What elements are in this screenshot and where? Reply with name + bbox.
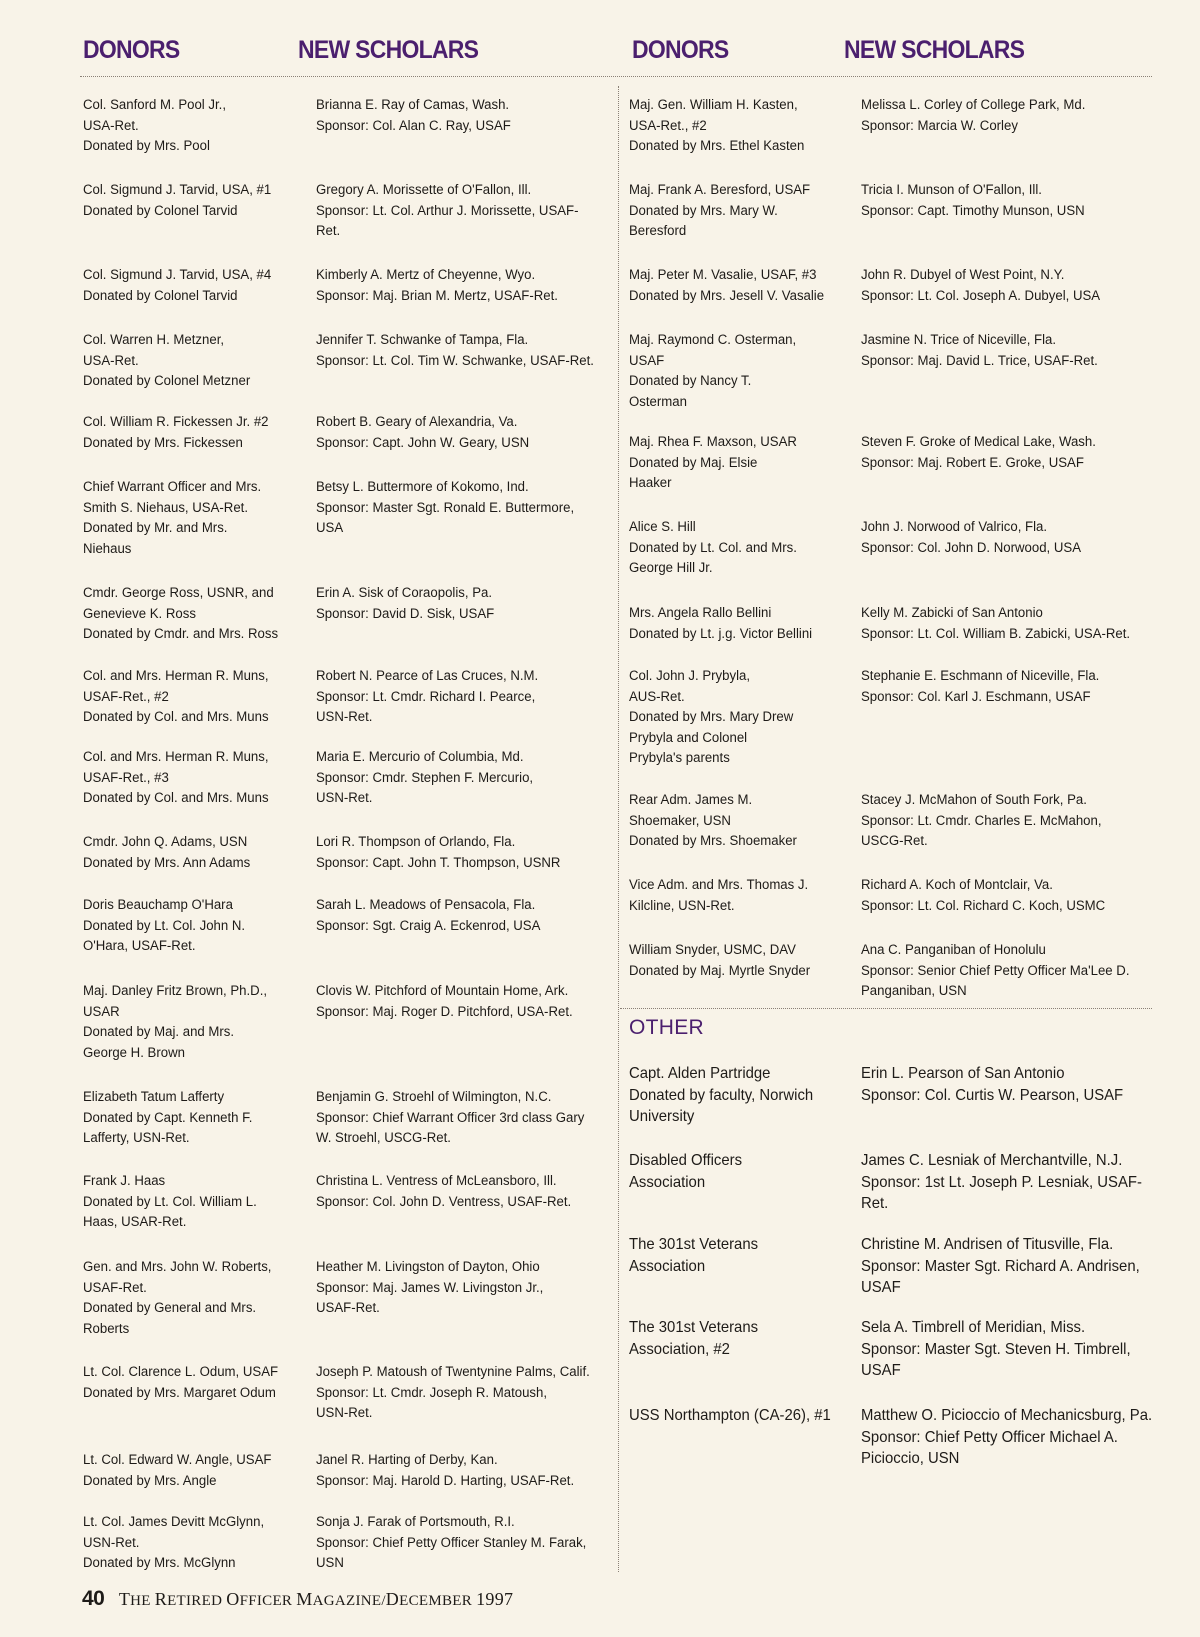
entry-line: Donated by Mrs. Margaret Odum bbox=[83, 1384, 276, 1401]
other-divider bbox=[620, 1008, 1152, 1009]
header-right-donors: DONORS bbox=[632, 36, 729, 64]
entry-line: Heather M. Livingston of Dayton, Ohio bbox=[316, 1259, 540, 1275]
entry-line: Donated by Col. and Mrs. Muns bbox=[83, 790, 269, 806]
donor-entry bbox=[629, 603, 812, 644]
entry-line: USAF bbox=[861, 1362, 901, 1379]
entry-line: Betsy L. Buttermore of Kokomo, Ind. bbox=[316, 479, 529, 495]
entry-line: Donated by Mrs. Ethel Kasten bbox=[629, 138, 805, 154]
entry-line: Sponsor: Lt. Col. Joseph A. Dubyel, USA bbox=[861, 287, 1101, 304]
entry-line: Col. William R. Fickessen Jr. #2 bbox=[83, 414, 269, 430]
entry-line: Maria E. Mercurio of Columbia, Md. bbox=[316, 749, 524, 765]
entry-line: Kimberly A. Mertz of Cheyenne, Wyo. bbox=[316, 267, 536, 283]
scholar-entry bbox=[861, 603, 1130, 644]
entry-line: Sponsor: Lt. Cmdr. Charles E. McMahon, bbox=[861, 812, 1102, 829]
pub-retired: ETIRED bbox=[167, 1593, 227, 1609]
entry-line: Matthew O. Picioccio of Mechanicsburg, Pa. bbox=[861, 1407, 1153, 1424]
entry-line: Donated by Mrs. Mary Drew bbox=[629, 709, 794, 725]
entry-line: Sponsor: Chief Petty Officer Stanley M. Farak, bbox=[316, 1534, 587, 1551]
entry-line: Donated by Maj. Myrtle Snyder bbox=[629, 962, 811, 979]
pub-m: M bbox=[296, 1589, 313, 1609]
entry-line: John R. Dubyel of West Point, N.Y. bbox=[861, 267, 1065, 283]
entry-line: Lafferty, USN-Ret. bbox=[83, 1130, 190, 1146]
donor-entry bbox=[83, 1257, 271, 1339]
entry-line: Sponsor: Col. Curtis W. Pearson, USAF bbox=[861, 1086, 1124, 1104]
entry-line: Donated by Mr. and Mrs. bbox=[83, 520, 228, 536]
entry-line: Sponsor: Master Sgt. Richard A. Andrisen, bbox=[861, 1257, 1140, 1275]
entry-line: Sponsor: Senior Chief Petty Officer Ma'Lee D. bbox=[861, 962, 1130, 979]
entry-line: Donated by Mrs. Ann Adams bbox=[83, 854, 251, 871]
entry-line: Melissa L. Corley of College Park, Md. bbox=[861, 97, 1086, 113]
entry-line: Ret. bbox=[316, 223, 341, 239]
pub-year: 1997 bbox=[476, 1589, 514, 1609]
donor-entry bbox=[629, 432, 797, 494]
other-donor-entry bbox=[629, 1063, 813, 1128]
publication-line bbox=[118, 1589, 514, 1609]
entry-line: Sponsor: Col. Karl J. Eschmann, USAF bbox=[861, 688, 1091, 705]
entry-line: Sarah L. Meadows of Pensacola, Fla. bbox=[316, 897, 536, 913]
other-scholar-entry bbox=[861, 1150, 1142, 1215]
entry-line: George Hill Jr. bbox=[629, 560, 713, 576]
donor-entry bbox=[83, 477, 261, 559]
entry-line: Robert B. Geary of Alexandria, Va. bbox=[316, 414, 518, 430]
entry-line: Steven F. Groke of Medical Lake, Wash. bbox=[861, 434, 1096, 450]
entry-line: Prybyla and Colonel bbox=[629, 729, 748, 746]
scholar-entry bbox=[316, 583, 494, 624]
scholar-entry bbox=[861, 875, 1105, 916]
donor-entry bbox=[83, 1087, 252, 1149]
pub-december: ECEMBER bbox=[399, 1593, 477, 1609]
pub-magazine: AGAZINE/ bbox=[312, 1593, 386, 1609]
column-divider bbox=[618, 86, 619, 1572]
scholar-entry bbox=[316, 477, 574, 539]
entry-line: Beresford bbox=[629, 223, 687, 239]
entry-line: Stephanie E. Eschmann of Niceville, Fla. bbox=[861, 668, 1100, 684]
entry-line: Col. Sanford M. Pool Jr., bbox=[83, 97, 227, 113]
entry-line: USS Northampton (CA-26), #1 bbox=[629, 1407, 831, 1424]
entry-line: Donated by Colonel Tarvid bbox=[83, 287, 238, 304]
entry-line: Donated by Mrs. Jesell V. Vasalie bbox=[629, 287, 825, 304]
scholar-entry bbox=[861, 790, 1102, 852]
entry-line: Sponsor: Col. John D. Ventress, USAF-Ret. bbox=[316, 1193, 572, 1210]
entry-line: Kelly M. Zabicki of San Antonio bbox=[861, 605, 1043, 621]
entry-line: Ret. bbox=[861, 1195, 889, 1212]
donor-entry bbox=[83, 1512, 264, 1574]
entry-line: Sponsor: Marcia W. Corley bbox=[861, 117, 1018, 134]
entry-line: Doris Beauchamp O'Hara bbox=[83, 897, 233, 913]
entry-line: Sponsor: Maj. David L. Trice, USAF-Ret. bbox=[861, 352, 1098, 369]
entry-line: Donated by Lt. Col. William L. bbox=[83, 1193, 257, 1210]
entry-line: Ana C. Panganiban of Honolulu bbox=[861, 942, 1046, 958]
entry-line: W. Stroehl, USCG-Ret. bbox=[316, 1130, 451, 1146]
entry-line: University bbox=[629, 1108, 695, 1125]
entry-line: Capt. Alden Partridge bbox=[629, 1065, 771, 1082]
entry-line: Lori R. Thompson of Orlando, Fla. bbox=[316, 834, 516, 850]
scholar-entry bbox=[316, 1450, 574, 1491]
entry-line: Sponsor: Maj. Harold D. Harting, USAF-Ret. bbox=[316, 1472, 575, 1489]
other-scholar-entry bbox=[861, 1063, 1123, 1106]
entry-line: USA-Ret., #2 bbox=[629, 117, 707, 134]
entry-line: USAF bbox=[861, 1279, 901, 1296]
entry-line: Col. and Mrs. Herman R. Muns, bbox=[83, 749, 269, 765]
entry-line: Donated by Mrs. McGlynn bbox=[83, 1555, 236, 1571]
entry-line: Frank J. Haas bbox=[83, 1173, 166, 1189]
entry-line: Donated by General and Mrs. bbox=[83, 1300, 257, 1316]
entry-line: Sponsor: Maj. James W. Livingston Jr., bbox=[316, 1279, 544, 1296]
scholar-entry bbox=[316, 265, 558, 306]
entry-line: Rear Adm. James M. bbox=[629, 792, 753, 808]
entry-line: Sponsor: David D. Sisk, USAF bbox=[316, 605, 495, 622]
donor-entry bbox=[83, 895, 245, 957]
scholar-entry bbox=[861, 517, 1081, 558]
donor-entry bbox=[83, 180, 271, 221]
entry-line: Tricia I. Munson of O'Fallon, Ill. bbox=[861, 182, 1042, 198]
entry-line: Maj. Danley Fritz Brown, Ph.D., bbox=[83, 983, 268, 999]
entry-line: Benjamin G. Stroehl of Wilmington, N.C. bbox=[316, 1089, 552, 1105]
entry-line: Christine M. Andrisen of Titusville, Fla. bbox=[861, 1236, 1114, 1253]
entry-line: Sela A. Timbrell of Meridian, Miss. bbox=[861, 1319, 1086, 1336]
donor-entry bbox=[83, 265, 271, 306]
entry-line: Alice S. Hill bbox=[629, 519, 696, 535]
other-scholar-entry bbox=[861, 1405, 1152, 1470]
entry-line: Niehaus bbox=[83, 540, 132, 557]
entry-line: Gen. and Mrs. John W. Roberts, bbox=[83, 1259, 272, 1275]
entry-line: John J. Norwood of Valrico, Fla. bbox=[861, 519, 1048, 535]
entry-line: Sponsor: Lt. Col. Richard C. Koch, USMC bbox=[861, 897, 1106, 914]
entry-line: James C. Lesniak of Merchantville, N.J. bbox=[861, 1152, 1123, 1169]
entry-line: Sponsor: Sgt. Craig A. Eckenrod, USA bbox=[316, 917, 541, 934]
entry-line: USAF-Ret., #2 bbox=[83, 688, 169, 705]
entry-line: Genevieve K. Ross bbox=[83, 605, 196, 622]
entry-line: Sponsor: Capt. Timothy Munson, USN bbox=[861, 202, 1085, 219]
donor-entry bbox=[629, 265, 824, 306]
entry-line: Brianna E. Ray of Camas, Wash. bbox=[316, 97, 510, 113]
entry-line: Vice Adm. and Mrs. Thomas J. bbox=[629, 877, 809, 893]
entry-line: Sponsor: Lt. Col. Tim W. Schwanke, USAF-Ret. bbox=[316, 352, 594, 369]
donor-entry bbox=[83, 412, 269, 453]
entry-line: Lt. Col. Clarence L. Odum, USAF bbox=[83, 1364, 279, 1380]
entry-line: Sponsor: Lt. Cmdr. Joseph R. Matoush, bbox=[316, 1384, 548, 1401]
entry-line: Sponsor: Lt. Col. William B. Zabicki, USA-Ret. bbox=[861, 625, 1131, 642]
entry-line: Donated by Cmdr. and Mrs. Ross bbox=[83, 626, 279, 642]
entry-line: Donated by faculty, Norwich bbox=[629, 1086, 814, 1104]
entry-line: Sonja J. Farak of Portsmouth, R.I. bbox=[316, 1514, 515, 1530]
donor-entry bbox=[83, 832, 250, 873]
header-left-donors: DONORS bbox=[83, 36, 180, 64]
scholar-entry bbox=[316, 330, 594, 371]
entry-line: Donated by Mrs. Pool bbox=[83, 138, 210, 154]
entry-line: USAF-Ret. bbox=[316, 1300, 380, 1316]
entry-line: Donated by Lt. Col. John N. bbox=[83, 917, 246, 934]
scholar-entry bbox=[316, 666, 538, 728]
entry-line: Donated by Capt. Kenneth F. bbox=[83, 1109, 253, 1126]
entry-line: Sponsor: Master Sgt. Steven H. Timbrell, bbox=[861, 1340, 1131, 1358]
other-donor-entry bbox=[629, 1317, 758, 1360]
scholar-entry bbox=[861, 330, 1098, 371]
entry-line: USN-Ret. bbox=[316, 790, 373, 806]
entry-line: Janel R. Harting of Derby, Kan. bbox=[316, 1452, 498, 1468]
entry-line: Sponsor: Maj. Roger D. Pitchford, USA-Ret. bbox=[316, 1003, 573, 1020]
pub-the: HE bbox=[130, 1593, 155, 1609]
scholar-entry bbox=[316, 180, 579, 242]
entry-line: Donated by Maj. Elsie bbox=[629, 454, 758, 471]
scholar-entry bbox=[861, 180, 1085, 221]
scholar-entry bbox=[316, 981, 573, 1022]
entry-line: Mrs. Angela Rallo Bellini bbox=[629, 605, 772, 621]
entry-line: O'Hara, USAF-Ret. bbox=[83, 938, 196, 954]
donor-entry bbox=[629, 875, 808, 916]
entry-line: USAF-Ret. bbox=[83, 1279, 147, 1296]
entry-line: USAF bbox=[629, 352, 665, 369]
entry-line: Erin L. Pearson of San Antonio bbox=[861, 1065, 1065, 1082]
entry-line: Donated by Col. and Mrs. Muns bbox=[83, 709, 269, 725]
entry-line: AUS-Ret. bbox=[629, 688, 685, 705]
entry-line: Col. Sigmund J. Tarvid, USA, #1 bbox=[83, 182, 272, 198]
entry-line: The 301st Veterans bbox=[629, 1319, 759, 1336]
entry-line: Association bbox=[629, 1173, 706, 1191]
entry-line: Donated by Nancy T. bbox=[629, 373, 752, 389]
entry-line: Maj. Peter M. Vasalie, USAF, #3 bbox=[629, 267, 817, 283]
donor-entry bbox=[629, 517, 797, 579]
scholar-entry bbox=[316, 832, 560, 873]
other-scholar-entry bbox=[861, 1234, 1140, 1299]
entry-line: Christina L. Ventress of McLeansboro, Ill. bbox=[316, 1173, 557, 1189]
header-other: OTHER bbox=[629, 1016, 704, 1039]
entry-line: USAF-Ret., #3 bbox=[83, 769, 169, 786]
entry-line: Clovis W. Pitchford of Mountain Home, Ark. bbox=[316, 983, 569, 999]
pub-d: D bbox=[385, 1589, 400, 1609]
scholar-entry bbox=[316, 412, 529, 453]
entry-line: Chief Warrant Officer and Mrs. bbox=[83, 479, 262, 495]
entry-line: Maj. Gen. William H. Kasten, bbox=[629, 97, 798, 113]
entry-line: Sponsor: Capt. John W. Geary, USN bbox=[316, 434, 530, 451]
entry-line: Elizabeth Tatum Lafferty bbox=[83, 1089, 225, 1105]
page-number: 40 bbox=[82, 1587, 105, 1610]
entry-line: Roberts bbox=[83, 1320, 130, 1337]
entry-line: Sponsor: Lt. Col. Arthur J. Morissette, USAF- bbox=[316, 202, 579, 219]
entry-line: Association, #2 bbox=[629, 1340, 730, 1358]
entry-line: Jennifer T. Schwanke of Tampa, Fla. bbox=[316, 332, 529, 348]
entry-line: Sponsor: Col. Alan C. Ray, USAF bbox=[316, 117, 511, 134]
entry-line: Donated by Lt. j.g. Victor Bellini bbox=[629, 625, 813, 642]
entry-line: Sponsor: Cmdr. Stephen F. Mercurio, bbox=[316, 769, 534, 786]
entry-line: Prybyla's parents bbox=[629, 750, 730, 766]
entry-line: USN-Ret. bbox=[316, 1405, 373, 1421]
entry-line: Sponsor: 1st Lt. Joseph P. Lesniak, USAF- bbox=[861, 1173, 1142, 1191]
donor-entry bbox=[83, 583, 278, 645]
donor-entry bbox=[629, 95, 804, 157]
scholar-entry bbox=[316, 1362, 590, 1424]
scholar-entry bbox=[316, 1257, 543, 1319]
scholar-entry bbox=[316, 1512, 586, 1574]
entry-line: Col. John J. Prybyla, bbox=[629, 668, 751, 684]
entry-line: Lt. Col. James Devitt McGlynn, bbox=[83, 1514, 265, 1530]
entry-line: George H. Brown bbox=[83, 1044, 185, 1061]
entry-line: Shoemaker, USN bbox=[629, 812, 731, 829]
entry-line: Lt. Col. Edward W. Angle, USAF bbox=[83, 1452, 272, 1468]
entry-line: Maj. Rhea F. Maxson, USAR bbox=[629, 434, 797, 450]
entry-line: USN-Ret. bbox=[316, 709, 373, 725]
entry-line: USN bbox=[316, 1555, 344, 1571]
entry-line: Disabled Officers bbox=[629, 1152, 743, 1169]
entry-line: USAR bbox=[83, 1003, 120, 1020]
entry-line: USA-Ret. bbox=[83, 352, 139, 369]
entry-line: Col. Warren H. Metzner, bbox=[83, 332, 225, 348]
entry-line: William Snyder, USMC, DAV bbox=[629, 942, 796, 958]
scholar-entry bbox=[316, 895, 540, 936]
scholar-entry bbox=[861, 265, 1100, 306]
entry-line: Sponsor: Chief Petty Officer Michael A. bbox=[861, 1428, 1118, 1446]
pub-o: O bbox=[226, 1589, 240, 1609]
scholar-entry bbox=[861, 432, 1096, 473]
header-right-new-scholars: NEW SCHOLARS bbox=[844, 36, 1025, 64]
entry-line: Cmdr. John Q. Adams, USN bbox=[83, 834, 248, 850]
entry-line: USCG-Ret. bbox=[861, 833, 928, 849]
scholar-entry bbox=[316, 95, 511, 136]
entry-line: Osterman bbox=[629, 393, 687, 410]
donor-entry bbox=[629, 180, 810, 242]
donor-entry bbox=[629, 330, 796, 412]
other-donor-entry bbox=[629, 1150, 742, 1193]
entry-line: Sponsor: Lt. Cmdr. Richard I. Pearce, bbox=[316, 688, 536, 705]
header-divider bbox=[80, 76, 1152, 77]
entry-line: Donated by Colonel Tarvid bbox=[83, 202, 238, 219]
entry-line: Haaker bbox=[629, 475, 672, 491]
pub-r: R bbox=[154, 1589, 168, 1609]
entry-line: Donated by Lt. Col. and Mrs. bbox=[629, 539, 797, 556]
donor-entry bbox=[83, 95, 226, 157]
scholar-entry bbox=[316, 1171, 571, 1212]
entry-line: USN-Ret. bbox=[83, 1534, 140, 1551]
donor-entry bbox=[83, 981, 267, 1063]
scholar-entry bbox=[861, 666, 1099, 707]
entry-line: Stacey J. McMahon of South Fork, Pa. bbox=[861, 792, 1087, 808]
entry-line: Donated by Colonel Metzner bbox=[83, 373, 251, 389]
entry-line: Sponsor: Col. John D. Norwood, USA bbox=[861, 539, 1082, 556]
header-left-new-scholars: NEW SCHOLARS bbox=[298, 36, 479, 64]
entry-line: Donated by Mrs. Shoemaker bbox=[629, 833, 797, 849]
entry-line: Cmdr. George Ross, USNR, and bbox=[83, 585, 274, 601]
scholar-entry bbox=[861, 95, 1085, 136]
entry-line: Sponsor: Master Sgt. Ronald E. Buttermore, bbox=[316, 499, 575, 516]
other-donor-entry bbox=[629, 1405, 831, 1427]
entry-line: Panganiban, USN bbox=[861, 983, 967, 999]
entry-line: Donated by Mrs. Mary W. bbox=[629, 202, 778, 219]
entry-line: Sponsor: Chief Warrant Officer 3rd class Gary bbox=[316, 1109, 585, 1126]
entry-line: Col. Sigmund J. Tarvid, USA, #4 bbox=[83, 267, 272, 283]
donor-entry bbox=[629, 666, 793, 769]
entry-line: Picioccio, USN bbox=[861, 1450, 960, 1467]
entry-line: Maj. Raymond C. Osterman, bbox=[629, 332, 797, 348]
entry-line: Kilcline, USN-Ret. bbox=[629, 897, 735, 914]
other-donor-entry bbox=[629, 1234, 758, 1277]
entry-line: Robert N. Pearce of Las Cruces, N.M. bbox=[316, 668, 539, 684]
scholar-entry bbox=[316, 747, 533, 809]
donor-entry bbox=[83, 747, 269, 809]
scholar-entry bbox=[316, 1087, 584, 1149]
entry-line: The 301st Veterans bbox=[629, 1236, 759, 1253]
scholar-entry bbox=[861, 940, 1129, 1002]
donor-entry bbox=[83, 1171, 257, 1233]
donor-entry bbox=[83, 330, 250, 392]
entry-line: Smith S. Niehaus, USA-Ret. bbox=[83, 499, 248, 516]
entry-line: USA bbox=[316, 520, 344, 536]
entry-line: Sponsor: Capt. John T. Thompson, USNR bbox=[316, 854, 561, 871]
entry-line: Joseph P. Matoush of Twentynine Palms, Calif. bbox=[316, 1364, 590, 1380]
entry-line: Sponsor: Maj. Brian M. Mertz, USAF-Ret. bbox=[316, 287, 558, 304]
entry-line: Donated by Maj. and Mrs. bbox=[83, 1024, 235, 1040]
entry-line: USA-Ret. bbox=[83, 117, 139, 134]
entry-line: Donated by Mrs. Fickessen bbox=[83, 434, 243, 451]
donor-entry bbox=[83, 666, 269, 728]
entry-line: Sponsor: Maj. Robert E. Groke, USAF bbox=[861, 454, 1084, 471]
entry-line: Donated by Mrs. Angle bbox=[83, 1472, 217, 1489]
donor-entry bbox=[83, 1450, 271, 1491]
entry-line: Maj. Frank A. Beresford, USAF bbox=[629, 182, 811, 198]
entry-line: Jasmine N. Trice of Niceville, Fla. bbox=[861, 332, 1057, 348]
pub-officer: FFICER bbox=[239, 1593, 297, 1609]
entry-line: Association bbox=[629, 1257, 706, 1275]
other-scholar-entry bbox=[861, 1317, 1131, 1382]
entry-line: Erin A. Sisk of Coraopolis, Pa. bbox=[316, 585, 493, 601]
entry-line: Haas, USAR-Ret. bbox=[83, 1214, 187, 1230]
entry-line: Gregory A. Morissette of O'Fallon, Ill. bbox=[316, 182, 532, 198]
page-footer bbox=[82, 1587, 513, 1611]
entry-line: Col. and Mrs. Herman R. Muns, bbox=[83, 668, 269, 684]
donor-entry bbox=[629, 940, 810, 981]
entry-line: Richard A. Koch of Montclair, Va. bbox=[861, 877, 1053, 893]
donor-entry bbox=[629, 790, 797, 852]
pub-t: T bbox=[118, 1589, 131, 1609]
donor-entry bbox=[83, 1362, 278, 1403]
